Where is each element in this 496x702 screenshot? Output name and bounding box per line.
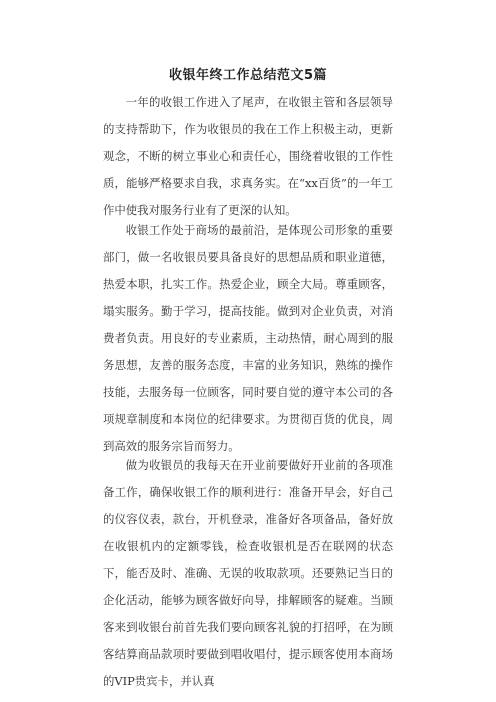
paragraph-1: 一年的收银工作进入了尾声，在收银主管和各层领导的支持帮助下，作为收银员的我在工作上积极主动，更新观念，不断的树立事业心和责任心，围绕着收银的工作性质，能够严格要求自我，求真务实。在“xx百货”的一年工作中使我对服务行业有了更深的认知。 [103, 95, 393, 217]
document-title: 收银年终工作总结范文5篇 [168, 68, 328, 83]
paragraph-2: 收银工作处于商场的最前沿，是体现公司形象的重要部门，做一名收银员要具备良好的思想品质和职业道德，热爱本职，扎实工作。热爱企业，顾全大局。尊重顾客，塌实服务。勤于学习，提高技能。做到对企业负责，对消费者负责。用良好的专业素质，主动热情，耐心周到的服务思想，友善的服务态度，丰富的业务知识，熟练的操作技能，去服务每一位顾客，同时要自觉的遵守本公司的各项规章制度和本岗位的纪律要求。为贯彻百货的优良，周到高效的服务宗旨而努力。 [103, 223, 393, 453]
paragraph-3: 做为收银员的我每天在开业前要做好开业前的各项准备工作，确保收银工作的顺利进行：准备开早会，好自己的仪容仪表，款台，开机登录，准备好各项备品，备好放在收银机内的定额零钱，检查收银机是否在联网的状态下，能否及时、准确、无误的收取款项。还要熟记当日的企化活动，能够为顾客做好向导，排解顾客的疑难。当顾客来到收银台前首先我们要向顾客礼貌的打招呼，在为顾客结算商品款项时要做到唱收唱付，提示顾客使用本商场的VIP贵宾卡，并认真 [103, 458, 393, 688]
